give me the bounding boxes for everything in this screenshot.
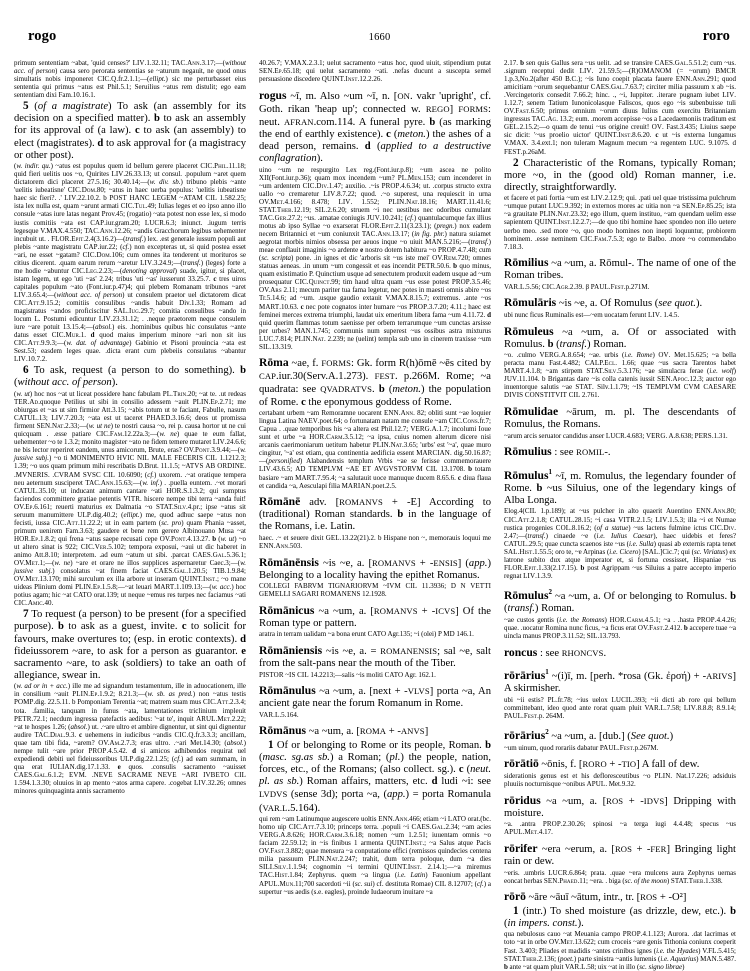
citation-block: et facere et pati fortia ~um est LIV.2.12.9; qui. .pati uel quae tristissima pulchrum ~umque putant LUC.9.392; in externos mores ac uitia non ~a SEN.Ep.85.25; ista ~a grauitate PLIN.Nat.23.32; ego illum, quem instituo, ~am quendam uelim esse sapientem QUINT.Inst.12.2.7;—de quo tibi homine haec spondeo non illo uetere uerbo meo. .sed more ~o, quo modo homines non inepti loquuntur, probiorem hominem. .esse neminem CIC.Fam.7.5.3; ego te Balbo. .more ~o commendabo 7.18.3. [504,194,737,251]
headword: Rōmulius [504,445,552,459]
headword: rōrifer [504,841,538,855]
running-head-left: rogo [28,28,57,44]
citation-block: ~a. .antra PROP.2.30.26; spinosi ~a terga iugi 4.4.48; specus ~us APUL.Met.4.17. [504,820,736,837]
dictionary-entry [504,257,736,291]
dictionary-entry [504,406,736,440]
column-2 [259,59,491,964]
entry-headword-line: Rōmuleus ~a ~um, a. Of or associated with Romulus. b (transf.) Roman. [504,324,736,350]
dictionary-entry [504,758,736,788]
headword: Rōmulus$^2$ [504,588,552,603]
entry-headword-line: Rōmulidae ~ārum, m. pl. The descendants of Romulus, the Romans. [504,405,736,431]
headword: Rōmāniensis [259,644,323,658]
dictionary-entry [504,297,736,319]
citation-block: (w. ad or in + acc.) ille me ad signandum testamentum, ille in aduocationem, ille in consilium ~auit PLIN.Ep.1.9.2; 8.21.3;—(w. sb. as pred.) non ~atus testis POMP.dig. 22.5.11. b Pomponiam Terentia ~at; matrem suam mus CIC.Att.2.3.4; tota. .familia, tanquam in funus ~ata, lamentationes triclinium impleuit PETR.72.1; necdum ingressa patefactis aedibus: '~at te', inquit ARUL.Met.2.22; ~at te hospes 1.26; (absol.) ut. .~are ultro et ambire dignentur, ut sint qui dignentur audire TAC.Dial.9.3. c uehemens in iudicibus ~andis CIC.Q.fr.3.3.3; ancillam, quae tam tibi fida, ~arem? OV.Am.2.7.3; eras ultro. .~ari Met.14.30; (absol.) nempe tulit ~are prior PROP.4.5.42. d si amicos adhibendos requirat uel expediendi debiti uel fideiussoribus ULP.dig.22.1.25; (cf.) ad eam summam, in qua erat IULIAN.dig.17.1.33. e quos. .consulis sacramento ~auisset CAES.Gal.6.1.2; EVM. .NEVE SACRAME NEVE ~ARI IVBETO CIL 1.594.1.3.30; oluuios in ap mento ~atos arma capere. .cogebat LIV.32.26; omnes minores quinquaginta annis sacramento [14,682,247,795]
dictionary-entry [504,586,736,640]
dictionary-entry [504,466,736,580]
citation-block: ~o. .culmo VERG.A.8.654; ~ae. urbis (i.e. Rome) OV. Met.15.625; ~a bella peracta manu Fast.4.482; CALP.Ecl. 1.66; quae ~us sacra Tarentos habet MART.4.1.8; ~am stirpem STAT.Silv.5.3.176; ~ae simulacra ferae (i.e. wolf) JUV.11.104. b Brigantas dare ~is colla catenis iussit SEN.Apoc.12.3; auctor ego inuentorque salutis ~ae STAT. Silv.1.1.79; ~IS TEMPLVM CVM CAESARE DIVIS CONSTITVIT CIL 2.761. [504,351,737,400]
running-head-right: roro [702,28,730,44]
entry-headword-line: Rōmānicus ~a ~um, a. [ROMANVS + -ICVS] Of the Roman type or pattern. [259,603,491,629]
entry-headword-line: Rōmulāris ~is ~e, a. Of Romulus (see quot.). [504,296,703,310]
entry-headword-line: rōrō ~āre ~āuī ~ātum, intr., tr. [ROS + -O²] [504,890,687,904]
dictionary-entry [504,647,736,660]
citation-block: qua nebulosus cauo ~at Meuania campo PROP.4.1.123; Aurora. .dat lacrimas et toto ~at in orbe OV.Met.13.622; cum croceis ~are genis Tithonia coniunx coeperit Fast. 3.403; Pliades et madidis ~antes crinibus ignes (i.e. the Hyades) V.FL.5.415; STAT.Theb.2.136; (poet.) parte sinistra ~antis lumenis (i.e. Aquarius) MAN.5.487. b ante ~at quam pluit VAR.L.58; uix ~at in illo (sc. signo librae) [504,930,736,971]
dictionary-entry [259,557,491,599]
citation-block: ~um uinum, quod rorariis dabatur PAUL.Fest.p.267M. [504,743,659,752]
entry-headword-line: Rōmānēnsis ~is ~e, a. [ROMANVS + -ENSIS] (app.) Belonging to a locality having the epithet Romanus. [259,555,491,581]
text-columns [14,59,737,971]
dictionary-entry [259,685,491,719]
citation-block: uino ~um ne respurgito Lex reg.(Font.iur.p.8); ~um ascea ne polito XII(Font.iur.p.36); quam mox incendem ~um? PL.Men.153; cum incenderet in ~um ardentem CIC.Div.1.47; auxilio. .~is PROP.4.6.34; ut. .corpus structo extra uallo ~o cremaretur LIV.8.7.22; quod. .~o superest, una requiescit in urna OV.Met.4.166; 8.478; LIV. 1.552; PLIN.Nat.18.16; MART.11.41.6; STAT.Theb.12.19; SIL.2.6.20; struem ~i nec uestibus nec odoribus cumulant TAC.Ger.27.2; ~us. .amatae coniugis JUV.10.241; (cf.) quantulacumque fax illius motus ab ipso Syllae ~o exarserat FLOR.Epit.2.11(3.23.1); (pregn.) nox eadem necem Britannici et ~um coniunxit TAC.Ann.13.17; (in fig. phr.) natura suiamet aegrotat morbis nimios obsessa per aeuos inque ~o uiuit MAN.5.216;—(transf.) meae conflauit imaginis ~o ardente e nostro dotem habitura ~o PROP.4.7.48; cum (sc. scripta) pone. .in ignes et dic 'arboris sit ~us iste mei' OV.Rem.720; omnes statuas aeneas. .in unum ~um congessit et eas incendit PETR.50.6. b quo minus, quam existimatio P. Quinctium usque ad senectutem produxit eadem usque ad ~um prosequatur CIC.Quinct.99; tim haud ultra quam ~us esse potest PROP.3.5.46; OV.Ars 2.11; mecum pariter tua fama legetur, nec potes in maesti omnis abire ~os Tr.5.14.6; ad ~um. .usque gaudio extauit V.MAX.8.15.7; extremus. .ante ~os MART.10.63. c nec pote cognatos inter humare ~os PROP.3.7.20; 4.11.; haec est feminei merces extrema triumphi, laudat uix emeritum libera fama ~um 4.11.72. d quid querim flammas totum saenisse per orbem terrarumque ~um cunctas arsisse per urbes? MAN.1.745; communis num superest ~us ossibus astra mixturus LUC.7.814; PLIN.Nat. 2.239; ne (uelint) templa sub uno in cinerem traxisse ~um SIL.13.319. [259,165,492,351]
entry-headword-line: rōridus ~a ~um, a. [ROS + -IDVS] Dripping with moisture. [504,793,736,819]
headword: Rōmulus$^1$ [504,467,552,482]
entry-headword-line: Rōmānus ~a ~um, a. [ROMA + -ANVS] [259,724,429,738]
column-1 [14,59,246,964]
sense-definition: 5 (of a magistrate) To ask (an assembly for its decision on a specified matter). b to ask an assembly for its approval of (a law). c to ask (an assembly) to elect (magistrates). d to ask approval for (a magistracy or other post). [14,100,247,161]
sense-definition: 1 Of or belonging to Rome or its people, Roman. b (masc. sg.as sb.) a Roman; (pl.) the people, nation, forces, etc., of the Romans; (also collect. sg.). c (neut. pl. as sb.) Roman affairs, matters, etc. d ludi ~i: see LVDVS (sense 3d); porta ~a, (app.) = porta Romanula (VAR.L.5.164). [259,739,492,814]
entry-headword-line: rōrārius$^2$ ~a ~um, a. [dub.] (See quot.) [504,728,674,743]
headword: rōridus [504,793,541,807]
headword: rōrārius$^1$ [504,668,549,683]
headword: Rōmulāris [504,296,557,310]
citation-block: haec. .~ et seuere dixit GEL.13.22(21).2. b Hispane non ~, memorauis loquui me ENN.Ann.503. [259,533,492,550]
headword: roncus [504,645,538,659]
entry-headword-line: Rōmulius : see ROMIL-. [504,445,611,459]
dictionary-entry [504,726,736,752]
entry-headword-line: rōrātiō ~ōnis, f. [RORO + -TIO] A fall of dew. [504,757,700,771]
dictionary-entry [504,891,736,971]
citation-block: VAR.L.5.56; CIC.Agr.2.39. β PAUL.Fest.p.271M. [504,282,650,291]
entry-headword-line: roncus : see RHONCVS. [504,645,607,659]
entry-headword-line: Rōmulus$^1$ ~ī, m. Romulus, the legendary founder of Rome. b ~us Siluius, one of the legendary kings of Alba Longa. [504,467,736,506]
entry-headword-line: rōrifer ~era ~erum, a. [ROS + -FER] Bringing light rain or dew. [504,841,736,867]
citation-block: aratra in terram ualidam ~a bona erunt CATO Agr.135; ~i (olei) P MD 146.1. [259,630,474,639]
entry-headword-line: Rōmānē adv. [ROMANVS + -E] According to (traditional) Roman standards. b in the language of the Romans, i.e. Latin. [259,495,491,533]
citation-block: ubi ~ii estis? PL.fr.78; ~ius uelox LUCIL.393; ~ii dicti ab rore qui bellum committebant, ideo quod ante rorat quam pluit VAR.L.7.58; LIV.8.8.8; 8.9.14; PAUL.Fest.p. 264M. [504,695,736,720]
citation-block: (w. ut) hoc nos ~at ut liceat possidere hanc fabulam PL.Trin.20; ~at te. .ut redeas TER.Ad.quoque Petilius ut sibi in consilio adessem ~auit PLIN.Ep.2.71; me obiurgas et ~as ut sim firmior Att.3.15; ~abis totum ut te faciant, Fabulle, nasum CATUL.13; LIV.7.20.3; ~ata est ut taceret PHAED.3.16.6; deos ut promissa firment SEN.Nat.2.33;—(w. ut ne) te nostri causa ~o, rei p. causa hortor ut ne cui quicquam . .esse patiare CIC.Fam.12.22a.3;—(w. ne) quae te eum fallat, uehementer ~o te 1.3.2; monito magister ~ato ne fidem temere mutaret LIV.24.6.6; ne bis lector reperiret eandem, unus amicorum, Brute, eras? OV.Pont.3.9.44;—(w. jussive subj.) ~o ti MONIMENTO HVIC NIL MALE FECERIS CIL 1.1212.3; 1.39; ~o uos quam primum mihi rescribatis D.Brut. 11.1.5; ~ATVS AB ORDINE. .MVNERIS. .CVRAM SVSC CIL 10.6090; (cf.) uxorem. .~at oratique tempera neu aeternum susciperet TAC.Ann.15.63;—(w. inf.) . .puella euntem. .~et morari CATUL.35.10; ut inducant animum cantare ~ati HOR.S.1.3.2; qui sumptus faciendos committere gratiae petentis VITR. hiscere nempe tibi terra ~anda fuit! OV.Ep.6.161; reuerti maturius ex Dalmatia ~o STAT.Silv.4.pr.; ipse ~atus sit seruum manumittere ULP.dig.40.2; (ellipt.) me, quod adhuc saepe ~atus non fecisti, iussa CIC.Att.11.22.2; ut in eam partem (sc. pro) quam Phania ~asset, primum uenirem Fam.3.63; gaudere et bene rem gerere Albinouano Musa ~at HOR.Ep.1.8.2; qui frena ~atus saepe recusati cepe OV.Pont.4.13.27. b (w. ut) ~o ut altero sinat is 922; CIC.Ver.5.102; tempora exposui, ~aui ut dic haberet in animo Att.8.10; interpretem. .ad eum ~atum ut sibi. .parcat CAES.Gal.5.36.1; OV.Met.1;—(w. ne) ~are et orare ne illos supplices aspernaretur Caec.3;—(w. jussive subj.) consolatus ~at finem faciat CAES.Gal.1.20.5; TIB.1.9.84; OV.Met.13.170; mihi surculum ex illa arbore ut inseram QUINT.Inst.; ~o mane uideas Plinium domi PLIN.Ep.1.5.8;—~at leuari MART.1.109.13;—(w. acc.) hoc potius agam; hic ~at CATO orat.139; ut neque ~emus res turpes nec faciamus ~ati CIC.Amic.40. [14,390,247,608]
citation-block: VAR.L.5.164. [259,710,299,719]
citation-block: siderationis genus est et his defloresceutibus ~o PLIN. Nat.17.226; adsiduis pluuiis nocturnisque ~onibus APUL. Met.9.32. [504,771,736,789]
sense-definition: 6 To ask, request (a person to do something). b (without acc. of person). [14,364,246,389]
dictionary-entry [259,90,491,351]
headword: Rōmānus [259,724,307,738]
headword: Rōmānicus [259,603,315,617]
entry-headword-line: Rōmānulus ~a ~um, a. [next + -VLVS] porta ~a, An ancient gate near the forum Romanum in Rome. [259,684,491,710]
citation-block: Elog.4(CIL 1.p.189); at ~us pulcher in alto quaerit Auentino ENN.Ann.80; CIC.Att.2.1.8; CATUL.28.15; ~i casa VITR.2.1.5; LIV.1.5.3; illa ~i et Numae rustica progenies COL.8.16.2; (of a statue) ~us lactens fulmine ictus CIC.Div. 2.47;—(transf.) cinaede ~e (i.e. Iulius Caesar), haec uidebis et feres? CATUL.29.5; quae cuncta scaenos iste ~us (i.e. Sulla) quasi ab externis rapta tenet SAL.Hist.1.55.5; oro te, ~e Arpinas (i.e. Cicero) [SAL.]Cic.7; qui (sc. Viriatus) ex latrone subito dux atque imperator et, si fortuna cessisset, Hispaniae ~us FLOR.Epit.1.33(2.17.15). b post Agrippam ~us Siluius a patre accepto imperio regnat LIV.1.3.9. [504,507,737,580]
headword: rōrātiō [504,757,539,771]
citation-block: (w. indir. qu.) ~atus est populus quem id bellum gerere placeret CIC.Phil.11.18; quid fieri uelitis uos ~o, Quirites LIV.26.33.13; ut consul. .populum ~aret quem dictatorem dici placeret 27.5.16; 30.40.14;—(w. div. sb.) tribuno plebis ~ante 'uelitis iubeatisne' CIC.Dom.80; ~atus in haec uerba populus: 'uelitis iubeatisne haec sic fieri?. .' LIV.22.10.2. b POST HANC LEGEM ~ATAM CIL 1.582.25; ista lex nulla est, quam ~arunt armati CIC.Tul.49; Iulias leges et eo ipso anno illo consule ~atas iure latas negant Prov.45; (rogatio) ~ata potest non esse lex, si modo iustis comitiis ~ata est CAP.iur.gram.20; LUCR.6.3; iniunct. .iugum terris legesque V.MAX.4.550; TAC.Ann.12.26; ~andis Gracchorum legibus uehementer incubuit ut. . FLOR.Epit.2.4(3.16.2)—(transf.) lex. .est generale iussum populi aut plebis ~ante magistratu CAP.iur.22; (cf.) non excepteras ut, si quid postea esset ~ari, ne esset ~gatam? CIC.Dom.106; cum omnes ita tenderent ut morituros se citius dicerent. .quam earum rerum ~aretur LIV.3.24.9;—(transf.) (leges) forte a me hodie ~abuntur CIC.Leg.2.23;—(denoting approval) suade, igitur, si placet, istam legem, ut ego 'uti ~as' 2.24; tribus 'uti ~as' iusserunt 33.25.7. c tres uiros capitales populum ~ato (Font.iur.p.47)4; qui plebem Romanam tribunos ~aret LIV.3.65.4;—(without acc. of person) ut consulem praetor uel dictatorem dicat CIC.Att.9.15.2; comitiis consulibus ~andis habuit Div.1.33; Romam ad magistratus ~andos proficiscitur SAL.Iug.29.7; comitia consulibus ~ando in locum L. Postumi edicuntur LIV.23.31.12; . .neque praetorem neque consulem iure ~are potuit 13.15.4;—(absol.) eis. .hominibus quibus hic consulatus ~ante datus esset CIC.Mur.1. d quod maius imperium minore ~ari non sit ius CIC.Att.9.9.3;—(w. dat. of advantage) Gabinio et Pisoni prouincia ~ata est Sest.53; easdem leges quae. .dicta erant cum plebeiis consulatus ~abantur LIV.10.7.2. [14,162,247,364]
entry-headword-line: rogus ~ī, m. Also ~um ~ī, n. [ON. vakr 'upright', cf. Goth. rikan 'heap up'; connected w. REGO] FORMS: neut. AFRAN.com.114. A funeral pyre. b (as marking the end of earthly existence). c (meton.) the ashes of a dead person, remains. d (applied to a destructive conflagration). [259,88,491,165]
headword: Rōmulidae [504,405,559,419]
entry-headword-line: Rōmilius ~a ~um, a. Rōmul-. The name of one of the Roman tribes. [504,256,736,282]
running-head [14,28,736,50]
headword: Rōmānē [259,495,301,509]
entry-headword-line: rōrārius$^1$ ~(i)ī, m. [perh. *rosa (Gk. ἐρσή) + -ARIVS] A skirmisher. [504,668,736,695]
dictionary-entry [259,605,491,639]
citation-block: certabant urbem ~am Remoramne uocarent ENN.Ann. 82; obliti sunt ~ae loquier lingua Latina NAEV.poet.64; o fortunatam natam me consule ~am CIC.Cons.fr.7; Capua . .quae temporibus his ~a altera est Phil.12.7; VERG.A.1.7; incolumi Ioue sunt et urbe ~a HOR.Carm.3.5.12; ~a ipsa, cuius nomen alterum dicere nisi arcanis caerimoniarum uetitum habetur PLIN.Nat.3.65; 'urbs' est '~a', quae muro cingitur, '~a' est etiam, qua continentia aedificia essent MARCIAN. dig.50.16.87;—(personified) Alabandensis templum Vrbis ~ae se ferisse commemorauere LIV.43.6.5; AD TEMPLVM ~AE ET AVGVSTORVM CIL 13.1708. b totam basiare ~am MART.7.95.4; ~a salutauit uoce manuque ducem 8.65.6. c diua flaua et candida ~a, Aesculapi filia MARIAN.poet.2.5. [259,409,492,490]
headword: Rōmānēnsis [259,555,319,569]
page-number: 1660 [368,32,391,43]
dictionary-entry [504,446,736,459]
entry-headword-line: Rōma ~ae, f. FORMS: Gk. form R(h)ōmē ~ēs cited by CAP.iur.30(Serv.A.1.273). FEST. p.266M. Rome; ~a quadrata: see QVADRATVS. b (meton.) the population of Rome. c the eponymous goddess of Rome. [259,356,492,408]
citation-block: PISTOR ~IS CIL 14.2213;—salis ~is moliti CATO Agr. 162.1. [259,670,436,679]
citation-block: COLLEGI FABRVM TIGNARIORVM ~IVM CIL 11.3936; D N VETTI GEMELLI SAGARI ROMANENS 12.1928. [259,582,491,599]
sense-definition: 7 To request (a person) to be present (for a specified purpose). b to ask as a guest, invite. c to solicit for favours, make overtures to; (esp. in erotic contexts). d fideiussorem ~are, to ask for a person as guarantor. e sacramento ~are, to ask (soldiers) to take an oath of allegiance, swear in. [14,608,247,681]
headword: Rōmānulus [259,684,316,698]
dictionary-entry [504,326,736,400]
dictionary-entry [504,666,736,720]
citation-block: qui rem ~am Latinumque augescere uoltis ENN.Ann.466; etiam ~i LATO orat.(bc. homo uip CIC.Att.7.3.10; princeps terra. .populi ~i CAES.Gal.2.34; ~am acies VERG.A.8.626; HOR.Carm.3.6.18; nomen ~um 1.2.51; iuuentam omnis ~o faciam 22.59.12; in ~is finibus 1 armenta QUINT.Inst.; ~a Salus atque Pacis OV.Fast.3.882; quae mensura ~a conputatione effici (remissos quindecies centena milia passuum PLIN.Nat.2.247; trahit, dum terra poloque, dum ~a dies SILI.Silv.1.1.94; cognomin ~i termini QUINT.Inst. 2.14.1;—~a miremus TAC.Hist.1.84; Zephyrus. quem ~a lingua (i.e. Latin) Fauonium appellant APUL.Mun.11;700 sacerdoti ~ii (sc. sui) cf. destituta Romae) CIL 8.12707; (cf.) a supertur ~us aedis (s.e. eagles), proinde Iudaeorum inuitare ~a [259,815,492,896]
dictionary-entry [504,843,736,885]
column-3 [504,59,737,971]
dictionary-entry [259,725,491,895]
citation-block: primum sententiam ~abat, 'quid censes?' LIV.1.32.11; TAC.Ann.3.17;—(without acc. of person) causa sero perorata sententias se ~aturum negauit, ne quod onus simultatis nobis imponeret CIC.Q.fr.2.1.1;—(ellipt.) sic me perturbasset eius sententia qui primus ~atus est Phil.5.1; Seruilius ~atus rem distulit; ego eam sententiam dixi Fam.10.16.1. [14,59,247,100]
dictionary-entry [259,645,491,679]
citation-block: 40.26.7; V.MAX.2.3.1; uelut sacramento ~atus hoc, quod uiuit, stipendium putat SEN.Ep.65.18; qui uelut sacramento ~ati. .nefas ducunt a suscepta semel persuasione discedere QUINT.Inst.12.2.26. [259,59,491,84]
citation-block: ubi nunc ficus Ruminalis est—~em uocatam ferunt LIV. 1.4.5. [504,311,680,319]
dictionary-entry [259,496,491,550]
headword: Rōmilius [504,256,549,270]
dictionary-entry [259,357,491,489]
headword: Rōmuleus [504,324,554,338]
citation-block: ~eris. .umbris LUCR.6.864; prata. .quae ~era mulcens aura Zephyrus uernas eoncat herbas SEN.Phaed.11; ~era. . biga (sc. of the moon) STAT.Theb.1.338. [504,868,736,885]
headword: rogus [259,88,287,102]
entry-headword-line: Rōmāniensis ~is ~e, a. = ROMANENSIS; sal ~e, salt from the salt-pans near the mouth of the Tiber. [259,644,491,670]
citation-block: 2.17. b sen quis Gallus sera ~us uelit. .ad se transire CAES.Gal.5.51.2; cum ~us. .signum receptui dedit LIV. 21.59.5;—(R)OMANOM (= ~orum) BMCR 1.p.3,No.2(after 450 B.C.); ~is Iuno coepit placata fauere ENN.Ann.291; quod amicitiam ~orum sequebantur CAES.Gal.7.63.7; circiter milia passuum x ab ~is. .Vercingetorix consedit 7.66.2; hinc. ., ~i, Iuppiter. .iterare pugnam iubet LIV. 1.12.7; senem Tatium Iunonicolasque Faliscos, quos ego ~is subenbuisse tuli OV.Fast.6.50; primus omnium ~orum diuus Iulius cum exercitu Britanniam ingressus TAC.Ag. 13.2; eum. .morem accepisse ~os a Lacedaemoniis traditum est GEL.2.15.2;—o quam de tenui ~us origine creuit! OV. Fast.3.435; Liuius saepe sic dicit: '~us proelio uictor' QUINT.Inst.8.6.20. c ut ~is externa lungamus V.MAX. 3.4.ext.1; non tuleram Magnum mecum ~a regentem LUC. 9.1075. d FEST.p.26aM. [504,59,737,156]
sense-definition: 1 (intr.) To shed moisture (as drizzle, dew, etc.). b (in impers. const.). [504,904,736,929]
dictionary-entry [504,795,736,837]
entry-headword-line: Rōmulus$^2$ ~a ~um, a. Of or belonging to Romulus. b (transf.) Roman. [504,588,736,615]
headword: Rōma [259,356,289,370]
sense-definition: 2 Characteristic of the Romans, typically Roman; more ~o, in the (good old) Roman manner, i.e. directly, straightforwardly. [504,156,736,193]
citation-block: ~arum arcis seruator candidus anser LUCR.4.683; VERG. A.8.638; PERS.1.31. [504,431,728,440]
headword: rōrārius$^2$ [504,728,549,743]
headword: rōrō [504,890,526,904]
citation-block: ~ae custos gentis (i.e. the Romans) HOR.Carm.4.5.1; ~a . .hasta PROP.4.4.26; quae. .uocatur Romina nunc ficus, ~a ficus erat OV.Fast.2.412. b accepere tuae ~a uincla manus PROP.3.11.52; SIL.13.793. [504,615,737,641]
